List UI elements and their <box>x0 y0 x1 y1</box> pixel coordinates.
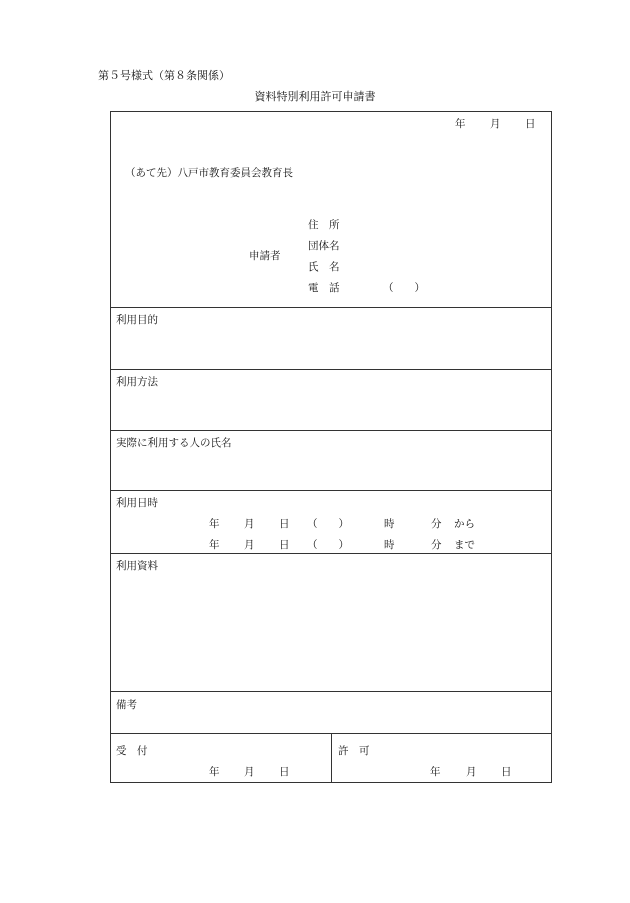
method-label: 利用方法 <box>116 376 158 388</box>
permit-year: 年 <box>430 766 441 778</box>
datetime-label: 利用日時 <box>116 497 158 509</box>
dt-hour: 時 <box>384 539 395 551</box>
received-label: 受 付 <box>116 745 148 757</box>
dt-weekday-paren: （ ） <box>307 539 349 551</box>
group-name-label: 団体名 <box>308 240 340 252</box>
dt-day: 日 <box>279 539 290 551</box>
divider <box>111 369 551 370</box>
dt-hour: 時 <box>384 518 395 530</box>
dt-from: から <box>454 518 475 530</box>
dt-year: 年 <box>209 539 220 551</box>
footer-divider <box>331 733 332 783</box>
divider <box>111 691 551 692</box>
document-title: 資料特別利用許可申請書 <box>254 90 376 103</box>
permit-label: 許 可 <box>338 745 370 757</box>
address-label: 住 所 <box>308 219 340 231</box>
received-day: 日 <box>279 766 290 778</box>
divider <box>111 307 551 308</box>
applicant-label: 申請者 <box>249 250 281 262</box>
addressee: （あて先）八戸市教育委員会教育長 <box>125 167 293 179</box>
divider <box>111 430 551 431</box>
dt-minute: 分 <box>431 539 442 551</box>
actual-user-label: 実際に利用する人の氏名 <box>116 437 232 449</box>
phone-label: 電 話 <box>308 282 340 294</box>
permit-month: 月 <box>466 766 477 778</box>
date-year: 年 <box>455 118 466 130</box>
divider <box>111 553 551 554</box>
permit-day: 日 <box>501 766 512 778</box>
dt-minute: 分 <box>431 518 442 530</box>
materials-label: 利用資料 <box>116 560 158 572</box>
form-code: 第５号様式（第８条関係） <box>98 69 230 82</box>
received-year: 年 <box>209 766 220 778</box>
date-month: 月 <box>490 118 501 130</box>
dt-year: 年 <box>209 518 220 530</box>
remarks-label: 備考 <box>116 699 137 711</box>
purpose-label: 利用目的 <box>116 314 158 326</box>
dt-day: 日 <box>279 518 290 530</box>
received-month: 月 <box>244 766 255 778</box>
phone-parentheses: （ ） <box>383 282 425 294</box>
dt-until: まで <box>454 539 475 551</box>
name-label: 氏 名 <box>308 261 340 273</box>
dt-weekday-paren: （ ） <box>307 518 349 530</box>
application-form <box>110 111 552 783</box>
date-day: 日 <box>525 118 536 130</box>
divider <box>111 490 551 491</box>
dt-month: 月 <box>244 539 255 551</box>
dt-month: 月 <box>244 518 255 530</box>
